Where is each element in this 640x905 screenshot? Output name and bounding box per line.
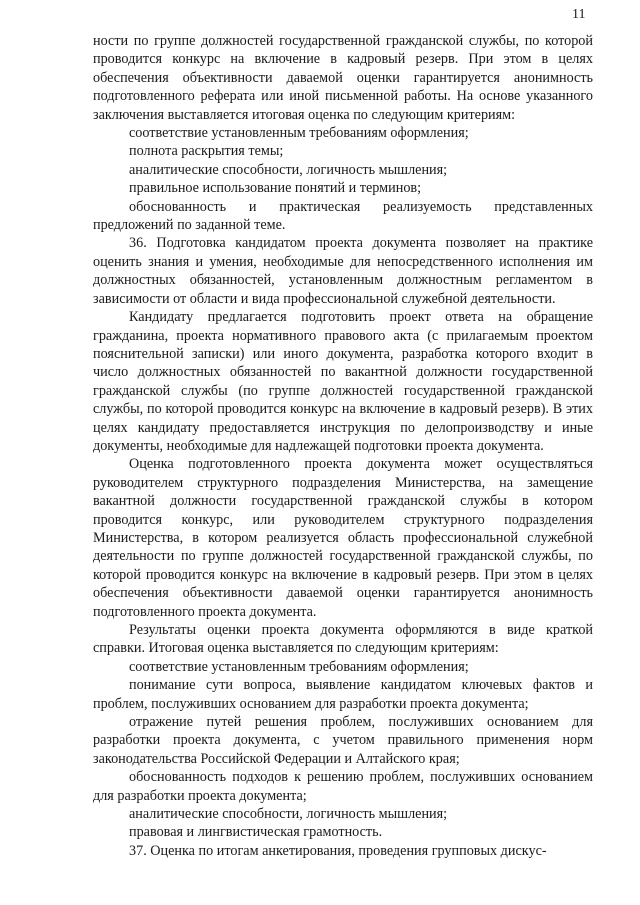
paragraph-evaluation: Оценка подготовленного проекта документа может осуществляться руководителем структурного подразделения Министерства, на замещение вакантной должности государственной гражданской службы в котором проводится конкурс, или руководителем структурного подразделения Министерства, в котором реализуется область профессиональной служебной деятельности по группе должностей государственной гражданской службы, по которой проводится конкурс на включение в кадровый резерв. При этом в целях обеспечения объективности даваемой оценки гарантируется анонимность подготовленного проекта документа. xyxy=(93,456,593,620)
document-body xyxy=(93,32,593,860)
criterion-item: аналитические способности, логичность мышления; xyxy=(129,806,448,823)
paragraph-results: Результаты оценки проекта документа оформляются в виде краткой справки. Итоговая оценка выставляется по следующим критериям: xyxy=(93,622,593,657)
criterion-item: понимание сути вопроса, выявление кандидатом ключевых фактов и проблем, послуживших основанием для разработки проекта документа; xyxy=(93,677,593,712)
criterion-item: обоснованность подходов к решению проблем, послуживших основанием для разработки проекта документа; xyxy=(93,769,593,804)
page-number: 11 xyxy=(572,7,586,22)
criterion-item: соответствие установленным требованиям оформления; xyxy=(129,658,469,675)
criterion-item: отражение путей решения проблем, послуживших основанием для разработки проекта документа, с учетом правильного применения норм законодательства Российской Федерации и Алтайского края; xyxy=(93,714,593,767)
criterion-item: полнота раскрытия темы; xyxy=(129,143,284,160)
criterion-item: правовая и лингвистическая грамотность. xyxy=(129,824,383,841)
criterion-item: аналитические способности, логичность мышления; xyxy=(129,161,448,178)
paragraph-37: 37. Оценка по итогам анкетирования, проведения групповых дискус- xyxy=(129,842,547,859)
criterion-item: соответствие установленным требованиям оформления; xyxy=(129,125,469,142)
criterion-item: обоснованность и практическая реализуемость представленных предложений по заданной теме. xyxy=(93,198,593,234)
paragraph-36: 36. Подготовка кандидатом проекта документа позволяет на практике оценить знания и умения, необходимые для непосредственного исполнения им должностных обязанностей, установленным должностным регламентом в зависимости от области и вида профессиональной служебной деятельности. xyxy=(93,235,593,307)
criterion-item: правильное использование понятий и терминов; xyxy=(129,180,422,197)
paragraph-continuation: ности по группе должностей государственной гражданской службы, по которой проводится конкурс на включение в кадровый резерв. При этом в целях обеспечения объективности даваемой оценки гарантируется анонимность подготовленного реферата или иной письменной работы. На основе указанного заключения выставляется итоговая оценка по следующим критериям: xyxy=(93,33,593,123)
paragraph-candidate-task: Кандидату предлагается подготовить проект ответа на обращение гражданина, проекта нормативного правового акта (с прилагаемым проектом пояснительной записки) или иного документа, разработка которого входит в число должностных обязанностей по вакантной должности государственной гражданской службы (по группе должностей государственной гражданской службы, по которой проводится конкурс на включение в кадровый резерв). В этих целях кандидату предоставляется инструкция по делопроизводству и иные документы, необходимые для надлежащей подготовки проекта документа. xyxy=(93,309,593,454)
